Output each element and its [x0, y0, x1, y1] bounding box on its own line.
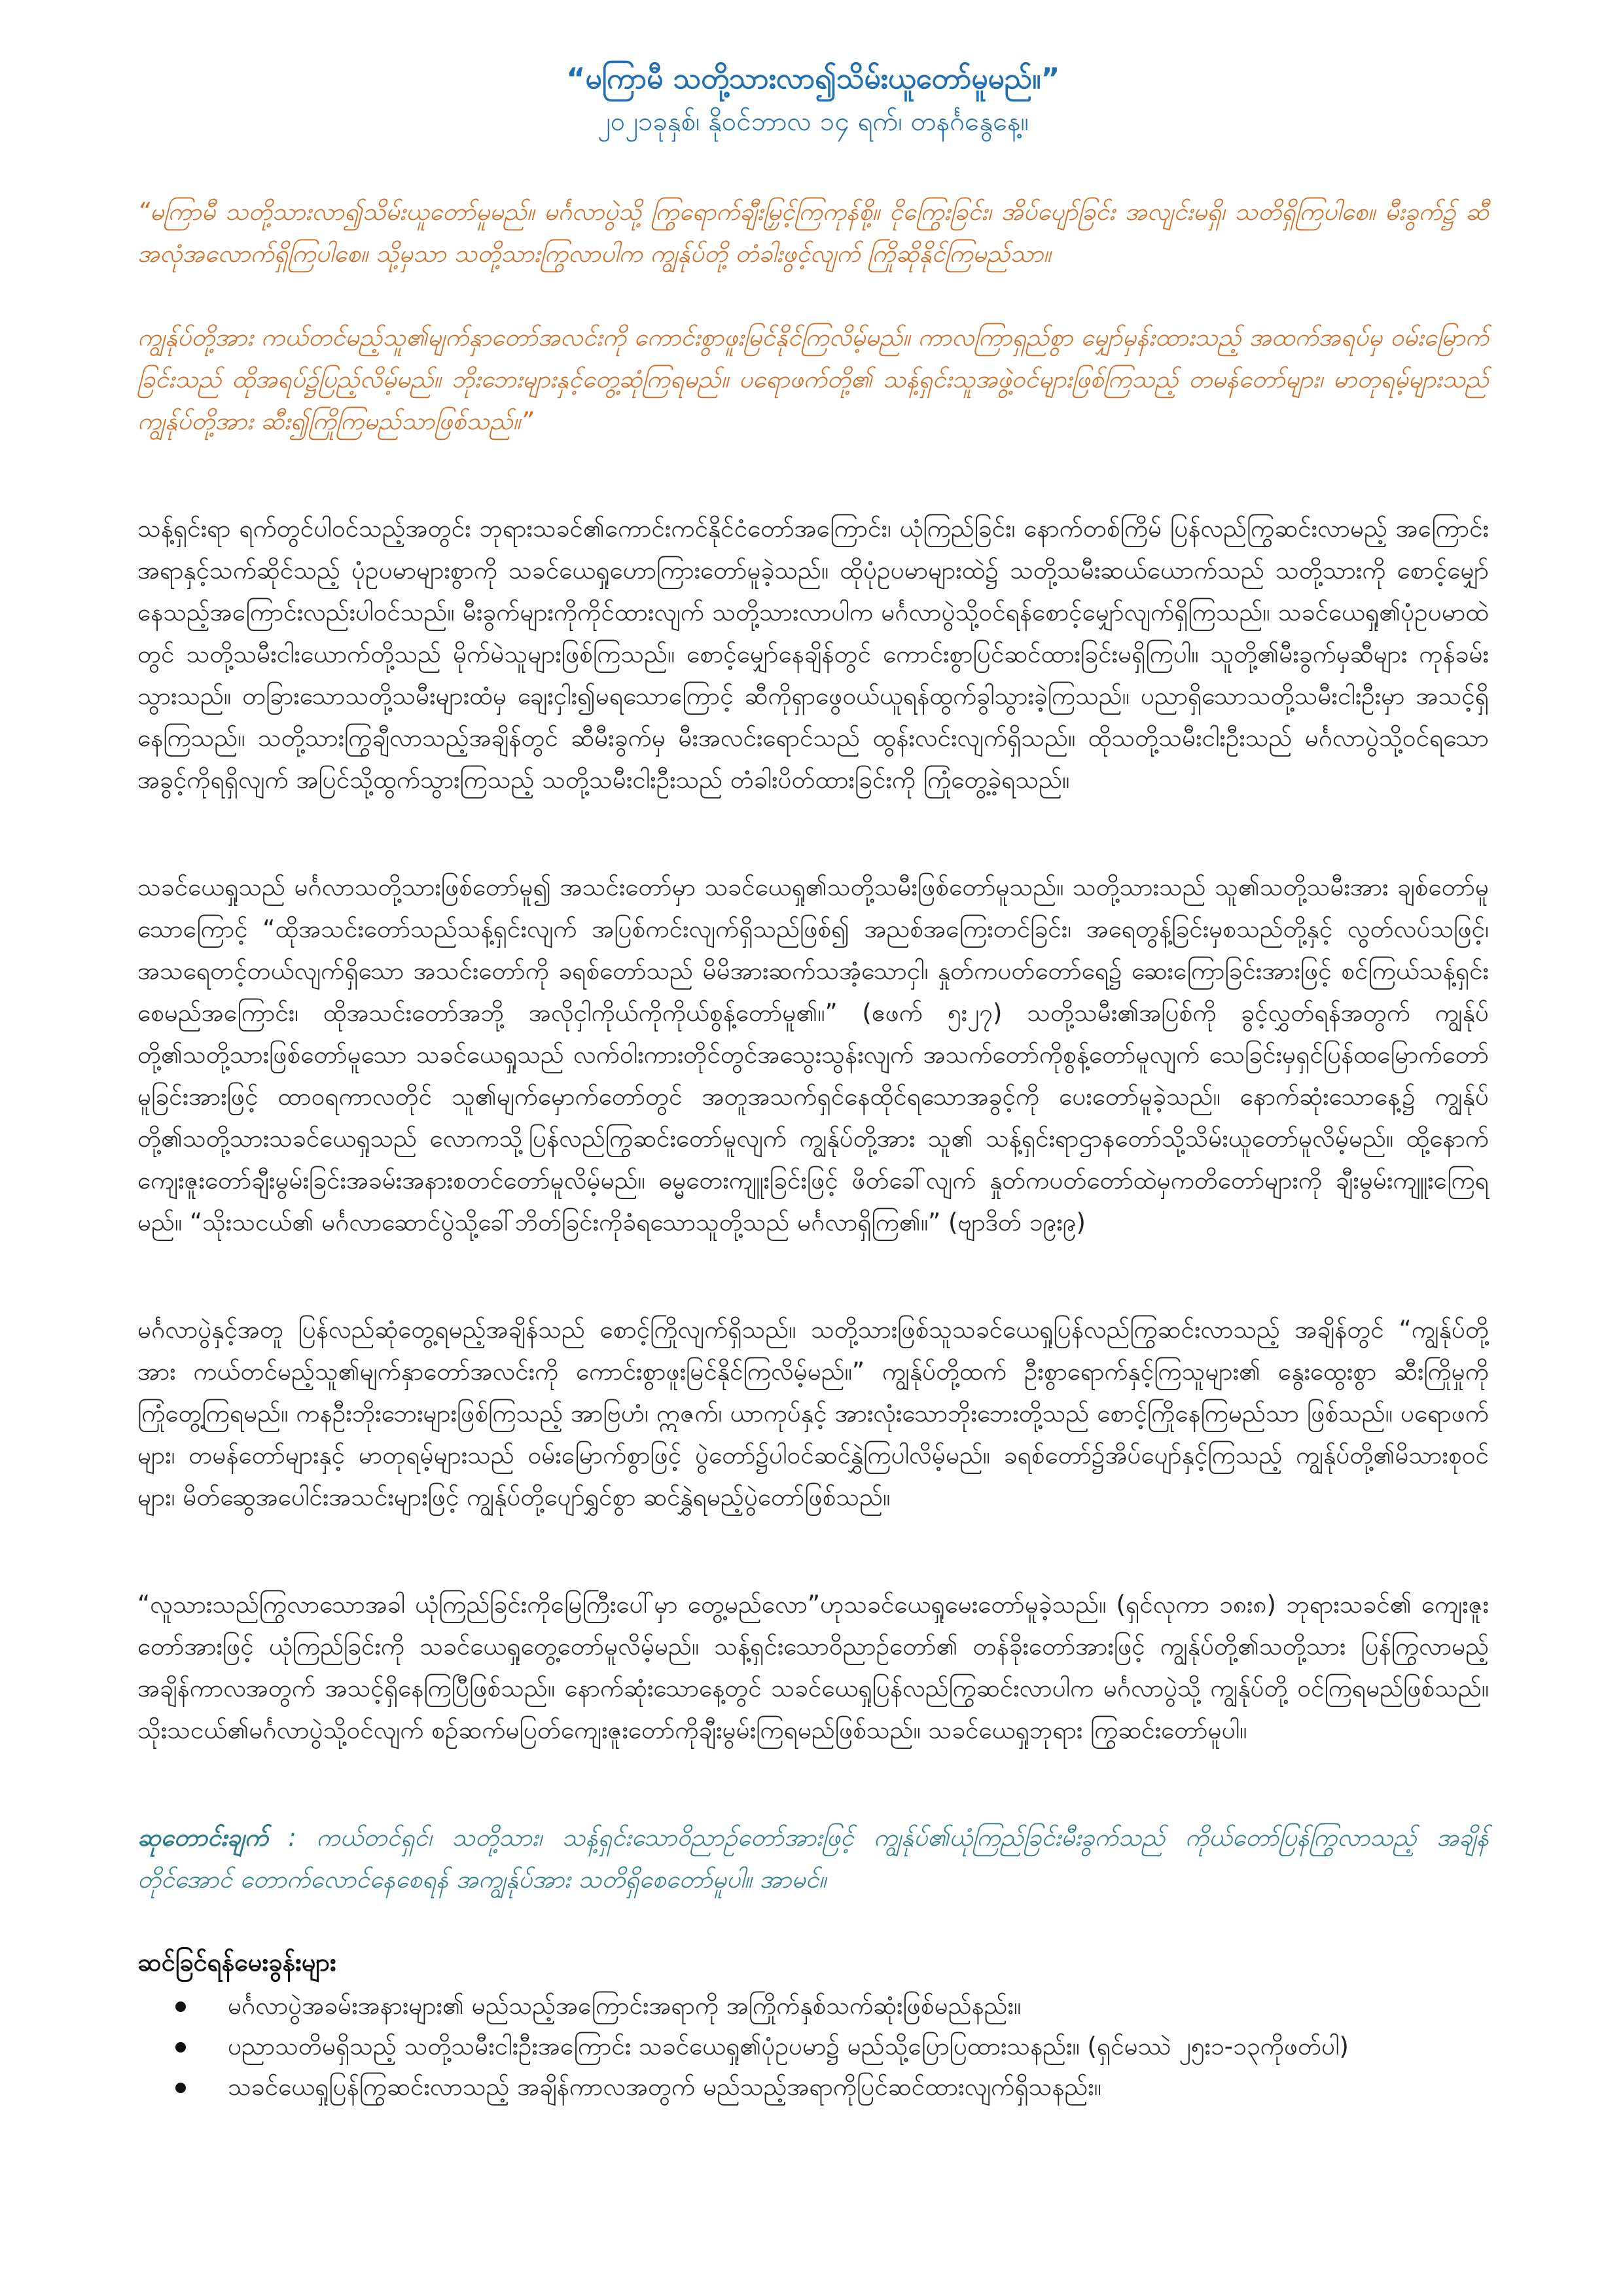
question-text: ပညာသတိမရှိသည့် သတို့သမီးငါးဦးအကြောင်း သခင်ယေရှု၏ပုံဥပမာ၌ မည်သို့ပြောပြထားသနည်း။ (ရှင်မဿဲ ၂၅း၁-၁၃ကိုဖတ်ပါ)	[228, 2032, 1349, 2060]
questions-heading: ဆင်ခြင်ရန်မေးခွန်းများ	[137, 1948, 336, 1977]
body-paragraph-4: “လူသားသည်ကြွလာသောအခါ ယုံကြည်ခြင်းကိုမြေကြီးပေါ်မှာ တွေ့မည်လော”ဟုသခင်ယေရှုမေးတော်မူခဲ့သည်။ (ရှင်လုကာ ၁၈း၈) ဘုရားသခင်၏ ကျေးဇူးတော်အားဖြင့် ယုံကြည်ခြင်းကို သခင်ယေရှုတွေ့တော်မူလိမ့်မည်။ သန့်ရှင်းသောဝိညာဉ်တော်၏ တန်ခိုးတော်အားဖြင့် ကျွန်ုပ်တို့၏သတို့သား ပြန်ကြွလာမည့်အချိန်ကာလအတွက် အသင့်ရှိနေကြပြီဖြစ်သည်။ နောက်ဆုံးသောနေ့တွင် သခင်ယေရှုပြန်လည်ကြွဆင်းလာပါက မင်္ဂလာပွဲသို့ ကျွန်ုပ်တို့ ဝင်ကြရမည်ဖြစ်သည်။ သိုးသငယ်၏မင်္ဂလာပွဲသို့ဝင်လျက် စဉ်ဆက်မပြတ်ကျေးဇူးတော်ကိုချီးမွမ်းကြရမည်ဖြစ်သည်။ သခင်ယေရှုဘုရား ကြွဆင်းတော်မူပါ။	[137, 1590, 1489, 1744]
question-text: သခင်ယေရှုပြန်ကြွဆင်းလာသည့် အချိန်ကာလအတွက် မည်သည့်အရာကိုပြင်ဆင်ထားလျက်ရှိသနည်း။	[228, 2073, 1101, 2101]
question-item	[228, 2067, 1489, 2108]
question-text: မင်္ဂလာပွဲအခမ်းအနားများ၏ မည်သည့်အကြောင်းအရာကို အကြိုက်နှစ်သက်ဆုံးဖြစ်မည်နည်း။	[228, 1992, 1022, 2020]
prayer-text: ကယ်တင်ရှင်၊ သတို့သား၊ သန့်ရှင်းသောဝိညာဉ်တော်အားဖြင့် ကျွန်ုပ်၏ယုံကြည်ခြင်းမီးခွက်သည် ကိုယ်တော်ပြန်ကြွလာသည့် အချိန်တိုင်အောင် တောက်လောင်နေစေရန် အကျွန်ုပ်အား သတိရှိစေတော်မူပါ။ အာမင်။	[137, 1823, 1489, 1893]
prayer-label: ဆုတောင်းချက်	[137, 1823, 268, 1852]
intro-quote-paragraph-1: “မကြာမီ သတို့သားလာ၍သိမ်းယူတော်မူမည်။ မင်္ဂလာပွဲသို့ ကြွရောက်ချီးမြှင့်ကြကုန်စို့။ ငိုကြွေးခြင်း၊ အိပ်ပျော်ခြင်း အလျင်းမရှိ၊ သတိရှိကြပါစေ။ မီးခွက်၌ ဆီအလုံအလောက်ရှိကြပါစေ။ သို့မှသာ သတို့သားကြွလာပါက ကျွန်ုပ်တို့ တံခါးဖွင့်လျက် ကြိုဆိုနိုင်ကြမည်သာ။	[137, 198, 1489, 268]
body-paragraph-2: သခင်ယေရှုသည် မင်္ဂလာသတို့သားဖြစ်တော်မူ၍ အသင်းတော်မှာ သခင်ယေရှု၏သတို့သမီးဖြစ်တော်မူသည်။ သတို့သားသည် သူ၏သတို့သမီးအား ချစ်တော်မူသောကြောင့် “ထိုအသင်းတော်သည်သန့်ရှင်းလျက် အပြစ်ကင်းလျက်ရှိသည်ဖြစ်၍ အညစ်အကြေးတင်ခြင်း၊ အရေတွန့်ခြင်းမှစသည်တို့နှင့် လွတ်လပ်သဖြင့်၊ အသရေတင့်တယ်လျက်ရှိသော အသင်းတော်ကို ခရစ်တော်သည် မိမိအားဆက်သအံ့သောငှါ၊ နှုတ်ကပတ်တော်ရေ၌ ဆေးကြောခြင်းအားဖြင့် စင်ကြယ်သန့်ရှင်းစေမည်အကြောင်း၊ ထိုအသင်းတော်အဘို့ အလိုငှါကိုယ်ကိုကိုယ်စွန့်တော်မူ၏။” (ဧဖက် ၅း၂၇) သတို့သမီး၏အပြစ်ကို ခွင့်လွှတ်ရန်အတွက် ကျွန်ုပ်တို့၏သတို့သားဖြစ်တော်မူသော သခင်ယေရှုသည် လက်ဝါးကားတိုင်တွင်အသွေးသွန်းလျက် အသက်တော်ကိုစွန့်တော်မူလျက် သေခြင်းမှရှင်ပြန်ထမြောက်တော်မူခြင်းအားဖြင့် ထာဝရကာလတိုင် သူ၏မျက်မှောက်တော်တွင် အတူအသက်ရှင်နေထိုင်ရသောအခွင့်ကို ပေးတော်မူခဲ့သည်။ နောက်ဆုံးသောနေ့၌ ကျွန်ုပ်တို့၏သတို့သားသခင်ယေရှုသည် လောကသို့ပြန်လည်ကြွဆင်းတော်မူလျက် ကျွန်ုပ်တို့အား သူ၏ သန့်ရှင်းရာဌာနတော်သို့သိမ်းယူတော်မူလိမ့်မည်။ ထို့နောက် ကျေးဇူးတော်ချီးမွမ်းခြင်းအခမ်းအနားစတင်တော်မူလိမ့်မည်။ ဓမ္မတေးကျူးခြင်းဖြင့် ဖိတ်ခေါ်လျက် နှုတ်ကပတ်တော်ထဲမှကတိတော်များကို ချီးမွမ်းကျူးကြေရမည်။ “သိုးသငယ်၏ မင်္ဂလာဆောင်ပွဲသို့ခေါ်ဘိတ်ခြင်းကိုခံရသောသူတို့သည် မင်္ဂလာရှိကြ၏။” (ဗျာဒိတ် ၁၉း၉)	[137, 873, 1489, 1236]
bullet-icon	[175, 2042, 186, 2053]
question-item	[228, 1986, 1489, 2026]
page-title: “မကြာမီ သတို့သားလာ၍သိမ်းယူတော်မူမည်။”	[566, 62, 1060, 96]
date-line: ၂၀၂၁ခုနှစ်၊ နိုဝင်ဘာလ ၁၄ ရက်၊ တနင်္ဂနွေနေ့။	[597, 107, 1029, 137]
question-item	[228, 2026, 1489, 2067]
body-paragraph-1: သန့်ရှင်းရာ ရက်တွင်ပါဝင်သည့်အတွင်း ဘုရားသခင်၏ကောင်းကင်နိုင်ငံတော်အကြောင်း၊ ယုံကြည်ခြင်း၊ နောက်တစ်ကြိမ် ပြန်လည်ကြွဆင်းလာမည့် အကြောင်း အရာနှင့်သက်ဆိုင်သည့် ပုံဥပမာများစွာကို သခင်ယေရှုဟောကြားတော်မူခဲ့သည်။ ထိုပုံဥပမာများထဲ၌ သတို့သမီးဆယ်ယောက်သည် သတို့သားကို စောင့်မျှော်နေသည့်အကြောင်းလည်းပါဝင်သည်။ မီးခွက်များကိုကိုင်ထားလျက် သတို့သားလာပါက မင်္ဂလာပွဲသို့ဝင်ရန်စောင့်မျှော်လျက်ရှိကြသည်။ သခင်ယေရှု၏ပုံဥပမာထဲတွင် သတို့သမီးငါးယောက်တို့သည် မိုက်မဲသူများဖြစ်ကြသည်။ စောင့်မျှော်နေချိန်တွင် ကောင်းစွာပြင်ဆင်ထားခြင်းမရှိကြပါ။ သူတို့၏မီးခွက်မှဆီများ ကုန်ခမ်းသွားသည်။ တခြားသောသတို့သမီးများထံမှ ချေးငှါး၍မရသောကြောင့် ဆီကိုရှာဖွေဝယ်ယူရန်ထွက်ခွါသွားခဲ့ကြသည်။ ပညာရှိသောသတို့သမီးငါးဦးမှာ အသင့်ရှိနေကြသည်။ သတို့သားကြွချီလာသည့်အချိန်တွင် ဆီမီးခွက်မှ မီးအလင်းရောင်သည် ထွန်းလင်းလျက်ရှိသည်။ ထိုသတို့သမီးငါးဦးသည် မင်္ဂလာပွဲသို့ဝင်ရသောအခွင့်ကိုရရှိလျက် အပြင်သို့ထွက်သွားကြသည့် သတို့သမီးငါးဦးသည် တံခါးပိတ်ထားခြင်းကို ကြုံတွေ့ခဲ့ရသည်။	[137, 514, 1489, 794]
bullet-icon	[175, 2083, 186, 2093]
prayer	[137, 1817, 1489, 1901]
questions-list	[137, 1986, 1489, 2108]
prayer-separator: :	[268, 1823, 317, 1852]
intro-quote-paragraph-2: ကျွန်ုပ်တို့အား ကယ်တင်မည့်သူ၏မျက်နှာတော်အလင်းကို ကောင်းစွာဖူးမြင်နိုင်ကြလိမ့်မည်။ ကာလကြာရှည်စွာ မျှော်မှန်းထားသည့် အထက်အရပ်မှ ဝမ်းမြောက်ခြင်းသည် ထိုအရပ်၌ပြည့်လိမ့်မည်။ ဘိုးဘေးများနှင့်တွေ့ဆုံကြရမည်။ ပရောဖက်တို့၏ သန့်ရှင်းသူအဖွဲ့ဝင်များဖြစ်ကြသည့် တမန်တော်များ၊ မာတုရမ့်များသည် ကျွန်ုပ်တို့အား ဆီး၍ကြိုကြမည်သာဖြစ်သည်။”	[137, 323, 1489, 435]
bullet-icon	[175, 2001, 186, 2012]
body-paragraph-3: မင်္ဂလာပွဲနှင့်အတူ ပြန်လည်ဆုံတွေ့ရမည့်အချိန်သည် စောင့်ကြိုလျက်ရှိသည်။ သတို့သားဖြစ်သူသခင်ယေရှုပြန်လည်ကြွဆင်းလာသည့် အချိန်တွင် “ကျွန်ုပ်တို့အား ကယ်တင်မည့်သူ၏မျက်နှာတော်အလင်းကို ကောင်းစွာဖူးမြင်နိုင်ကြလိမ့်မည်။” ကျွန်ုပ်တို့ထက် ဦးစွာရောက်နှင့်ကြသူများ၏ နွေးထွေးစွာ ဆီးကြိုမှုကို ကြုံတွေ့ကြရမည်။ ကနဦးဘိုးဘေးများဖြစ်ကြသည့် အာဗြဟံ၊ ဣဇက်၊ ယာကုပ်နှင့် အားလုံးသောဘိုးဘေးတို့သည် စောင့်ကြိုနေကြမည်သာ ဖြစ်သည်။ ပရောဖက်များ၊ တမန်တော်များနှင့် မာတုရမ့်များသည် ဝမ်းမြောက်စွာဖြင့် ပွဲတော်၌ပါဝင်ဆင်နွှဲကြပါလိမ့်မည်။ ခရစ်တော်၌အိပ်ပျော်နှင့်ကြသည့် ကျွန်ုပ်တို့၏မိသားစုဝင်များ၊ မိတ်ဆွေအပေါင်းအသင်းများဖြင့် ကျွန်ုပ်တို့ပျော်ရွှင်စွာ ဆင်နွှဲရမည့်ပွဲတော်ဖြစ်သည်။	[137, 1316, 1489, 1511]
